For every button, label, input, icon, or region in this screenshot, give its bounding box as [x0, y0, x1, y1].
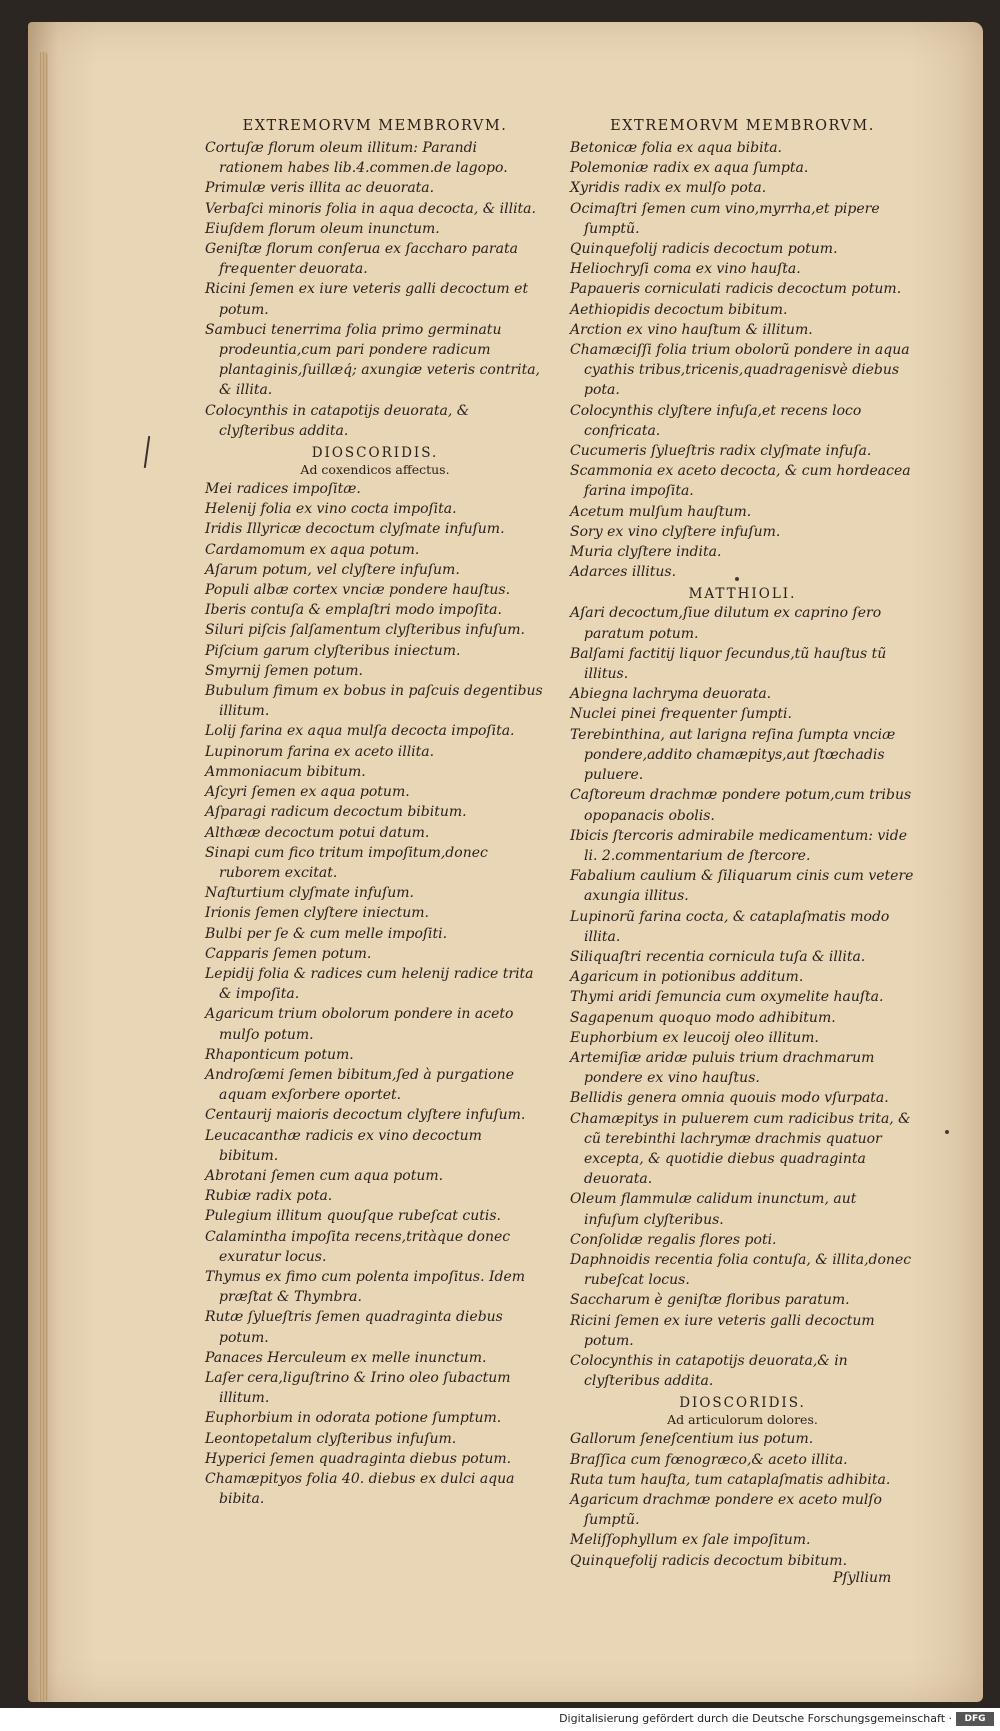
- section-subtitle: Ad coxendicos affectus.: [300, 462, 450, 478]
- entry-line: Gallorum ſeneſcentium ius potum.: [570, 1431, 814, 1448]
- entry-line: Euphorbium in odorata potione ſumptum.: [205, 1410, 502, 1427]
- section-title-dioscoridis-2: DIOSCORIDIS.: [679, 1395, 806, 1412]
- entry-line: Ammoniacum bibitum.: [205, 763, 366, 780]
- entry-line: Iridis Illyricæ decoctum clyſmate infuſum.: [205, 521, 505, 538]
- entry-line: Verbaſci minoris folia in aqua decocta, & illita.: [205, 200, 536, 217]
- entry-line: Oleum flammulæ calidum inunctum, aut infuſum clyſteribus.: [570, 1191, 857, 1228]
- entry-line: Xyridis radix ex mulſo pota.: [570, 180, 767, 197]
- entry-line: Aſcyri ſemen ex aqua potum.: [205, 784, 410, 801]
- entry-line: Nuclei pinei frequenter ſumpti.: [570, 706, 792, 723]
- entry-line: Daphnoidis recentia folia contuſa, & illita,donec rubeſcat locus.: [570, 1251, 912, 1289]
- entry-line: Meliſſophyllum ex ſale impoſitum.: [570, 1532, 811, 1549]
- entry-line: Chamæpityos folia 40. diebus ex dulci aqua bibita.: [205, 1471, 515, 1508]
- entry-line: Rhaponticum potum.: [205, 1046, 354, 1063]
- entry-line: Adarces illitus.: [570, 564, 677, 581]
- entry-line: Ibicis ſtercoris admirabile medicamentum: vide li. 2.commentarium de ſtercore.: [570, 827, 908, 864]
- entry-line: Colocynthis in catapotijs deuorata,& in clyſteribus addita.: [570, 1352, 848, 1390]
- running-header-right: EXTREMORVM MEMBRORVM.: [610, 118, 875, 134]
- entry-line: Leucacanthæ radicis ex vino decoctum bibitum.: [205, 1127, 482, 1164]
- entry-line: Muria clyſtere indita.: [570, 544, 722, 561]
- entry-line: Fabalium caulium & ſiliquarum cinis cum vetere axungia illitus.: [570, 868, 914, 905]
- left-entries-top: [205, 138, 545, 441]
- right-column: [570, 118, 915, 1571]
- section-title-matthioli: MATTHIOLI.: [688, 586, 797, 603]
- running-header-left: EXTREMORVM MEMBRORVM.: [242, 118, 508, 134]
- entry-line: Sagapenum quoquo modo adhibitum.: [570, 1009, 836, 1026]
- entry-line: Leontopetalum clyſteribus infuſum.: [205, 1430, 457, 1447]
- entry-line: Braſſica cum fœnogræco,& aceto illita.: [570, 1451, 848, 1468]
- entry-line: Geniſtæ florum conſerua ex ſaccharo parata frequenter deuorata.: [205, 241, 518, 278]
- entry-line: Aethiopidis decoctum bibitum.: [570, 301, 788, 318]
- entry-line: Bulbi per ſe & cum melle impoſiti.: [205, 925, 448, 942]
- entry-line: Euphorbium ex leucoij oleo illitum.: [570, 1029, 819, 1046]
- entry-line: Sinapi cum fico tritum impoſitum,donec ruborem excitat.: [205, 844, 488, 881]
- entry-line: Ocimaſtri ſemen cum vino,myrrha,et pipere ſumptũ.: [570, 200, 880, 237]
- entry-line: Primulæ veris illita ac deuorata.: [205, 180, 435, 197]
- entry-line: Panaces Herculeum ex melle inunctum.: [205, 1349, 487, 1366]
- entry-line: Lupinorũ farina cocta, & cataplaſmatis modo illita.: [570, 908, 890, 945]
- entry-line: Calamintha impoſita recens,tritàque donec exuratur locus.: [205, 1228, 511, 1265]
- entry-line: Sory ex vino clyſtere infuſum.: [570, 523, 781, 540]
- entry-line: Betonicæ folia ex aqua bibita.: [570, 140, 782, 156]
- entry-line: Rutæ ſylueſtris ſemen quadraginta diebus potum.: [205, 1309, 503, 1346]
- catchword: Pſyllium: [833, 1570, 892, 1586]
- entry-line: Polemoniæ radix ex aqua ſumpta.: [570, 160, 809, 177]
- entry-line: Althææ decoctum potui datum.: [205, 824, 430, 841]
- entry-line: Smyrnij ſemen potum.: [205, 662, 364, 679]
- entry-line: Naſturtium clyſmate infuſum.: [205, 885, 414, 902]
- entry-line: Aſarum potum, vel clyſtere infuſum.: [205, 561, 460, 578]
- entry-line: Helenij folia ex vino cocta impoſita.: [205, 501, 457, 518]
- entry-line: Agaricum in potionibus additum.: [570, 969, 804, 986]
- dfg-logo: DFG: [956, 1712, 994, 1726]
- entry-line: Hyperici ſemen quadraginta diebus potum.: [205, 1450, 512, 1467]
- entry-line: Irionis ſemen clyſtere iniectum.: [205, 905, 429, 922]
- entry-line: Terebinthina, aut larigna reſina ſumpta vnciæ pondere,addito chamæpitys,aut ſtœchadis puluere.: [570, 726, 896, 784]
- entry-line: Heliochryſi coma ex vino hauſta.: [570, 261, 801, 278]
- entry-line: Papaueris corniculati radicis decoctum potum.: [570, 281, 902, 298]
- entry-line: Thymi aridi ſemuncia cum oxymelite hauſta.: [570, 989, 884, 1006]
- entry-line: Piſcium garum clyſteribus iniectum.: [205, 642, 461, 659]
- left-entries-section: [205, 479, 545, 1509]
- entry-line: Cardamomum ex aqua potum.: [205, 541, 420, 558]
- entry-line: Scammonia ex aceto decocta, & cum hordeacea farina impoſita.: [570, 463, 911, 500]
- entry-line: Cortuſæ florum oleum illitum: Parandi rationem habes lib.4.commen.de lagopo.: [205, 140, 508, 177]
- entry-line: Mei radices impoſitæ.: [205, 481, 361, 498]
- entry-line: Acetum mulſum hauſtum.: [570, 503, 752, 520]
- entry-line: Abrotani ſemen cum aqua potum.: [205, 1167, 444, 1184]
- entry-line: Abiegna lachryma deuorata.: [570, 686, 772, 703]
- entry-line: Cucumeris ſylueſtris radix clyſmate infuſa.: [570, 443, 872, 460]
- entry-line: Bubulum fimum ex bobus in paſcuis degentibus illitum.: [205, 683, 543, 720]
- entry-line: Colocynthis in catapotijs deuorata, & clyſteribus addita.: [205, 402, 470, 439]
- entry-line: Colocynthis clyſtere infuſa,et recens loco confricata.: [570, 402, 862, 439]
- page-edge-stack: [38, 52, 48, 1702]
- right-entries-matthioli: [570, 603, 915, 1391]
- entry-line: Rubiæ radix pota.: [205, 1188, 333, 1205]
- entry-line: Aſparagi radicum decoctum bibitum.: [205, 804, 467, 821]
- entry-line: Saccharum è geniſtæ floribus paratum.: [570, 1292, 850, 1309]
- entry-line: Lupinorum farina ex aceto illita.: [205, 743, 435, 760]
- entry-line: Chamæciſſi folia trium obolorũ pondere in aqua cyathis tribus,tricenis,quadragenisvè diebus pota.: [570, 342, 910, 399]
- section-subtitle-2: Ad articulorum dolores.: [667, 1412, 818, 1428]
- entry-line: Eiuſdem florum oleum inunctum.: [205, 220, 440, 237]
- entry-line: Lepidij folia & radices cum helenij radice trita & impoſita.: [205, 965, 534, 1003]
- entry-line: Thymus ex fimo cum polenta impoſitus. Idem præſtat & Thymbra.: [205, 1268, 526, 1306]
- entry-line: Capparis ſemen potum.: [205, 945, 372, 962]
- ink-speck: [945, 1130, 949, 1134]
- entry-line: Conſolidæ regalis flores poti.: [570, 1231, 777, 1248]
- entry-line: Lolij farina ex aqua mulſa decocta impoſita.: [205, 723, 515, 740]
- digitization-footer: [0, 1708, 1000, 1731]
- entry-line: Populi albæ cortex vnciæ pondere hauſtus.: [205, 582, 511, 599]
- entry-line: Pulegium illitum quouſque rubeſcat cutis.: [205, 1208, 501, 1225]
- footer-text: Digitalisierung gefördert durch die Deutsche Forschungsgemeinschaft ·: [559, 1712, 952, 1725]
- entry-line: Ricini ſemen ex iure veteris galli decoctum potum.: [570, 1312, 875, 1349]
- entry-line: Arction ex vino hauſtum & illitum.: [570, 321, 813, 338]
- entry-line: Bellidis genera omnia quouis modo vſurpata.: [570, 1090, 889, 1107]
- entry-line: Sambuci tenerrima folia primo germinatu prodeuntia,cum pari pondere radicum plantaginis,ſuillæq́; axungiæ veteris contrita, & illita.: [205, 321, 541, 399]
- entry-line: Ruta tum hauſta, tum cataplaſmatis adhibita.: [570, 1471, 891, 1488]
- entry-line: Aſari decoctum,ſiue dilutum ex caprino ſero paratum potum.: [570, 605, 882, 642]
- entry-line: Iberis contuſa & emplaſtri modo impoſita.: [205, 602, 502, 619]
- entry-line: Quinquefolij radicis decoctum potum.: [570, 241, 838, 258]
- entry-line: Androſæmi ſemen bibitum,ſed à purgatione aquam exſorbere oportet.: [205, 1066, 514, 1104]
- left-column: [205, 118, 545, 1509]
- entry-line: Centaurij maioris decoctum clyſtere infuſum.: [205, 1107, 526, 1124]
- entry-line: Laſer cera,liguſtrino & Irino oleo ſubactum illitum.: [205, 1369, 511, 1407]
- entry-line: Siluri piſcis ſalſamentum clyſteribus infuſum.: [205, 622, 525, 639]
- section-title-dioscoridis: DIOSCORIDIS.: [311, 445, 439, 462]
- entry-line: Chamæpitys in puluerem cum radicibus trita, & cũ terebinthi lachrymæ drachmis quatuor excepta, & quotidie diebus quadraginta deuorata.: [570, 1110, 911, 1188]
- right-entries-dioscoridis: [570, 1429, 915, 1570]
- entry-line: Agaricum trium obolorum pondere in aceto mulſo potum.: [205, 1006, 514, 1043]
- right-entries-top: [570, 138, 915, 582]
- entry-line: Caſtoreum drachmæ pondere potum,cum tribus opopanacis obolis.: [570, 787, 912, 824]
- entry-line: Balſami factitij liquor ſecundus,tũ hauſtus tũ illitus.: [570, 645, 887, 683]
- entry-line: Quinquefolij radicis decoctum bibitum.: [570, 1552, 848, 1569]
- entry-line: Artemiſiæ aridæ puluis trium drachmarum pondere ex vino hauſtus.: [570, 1049, 875, 1087]
- entry-line: Ricini ſemen ex iure veteris galli decoctum et potum.: [205, 281, 529, 318]
- entry-line: Agaricum drachmæ pondere ex aceto mulſo ſumptũ.: [570, 1492, 882, 1529]
- entry-line: Siliquaſtri recentia cornicula tuſa & illita.: [570, 948, 866, 965]
